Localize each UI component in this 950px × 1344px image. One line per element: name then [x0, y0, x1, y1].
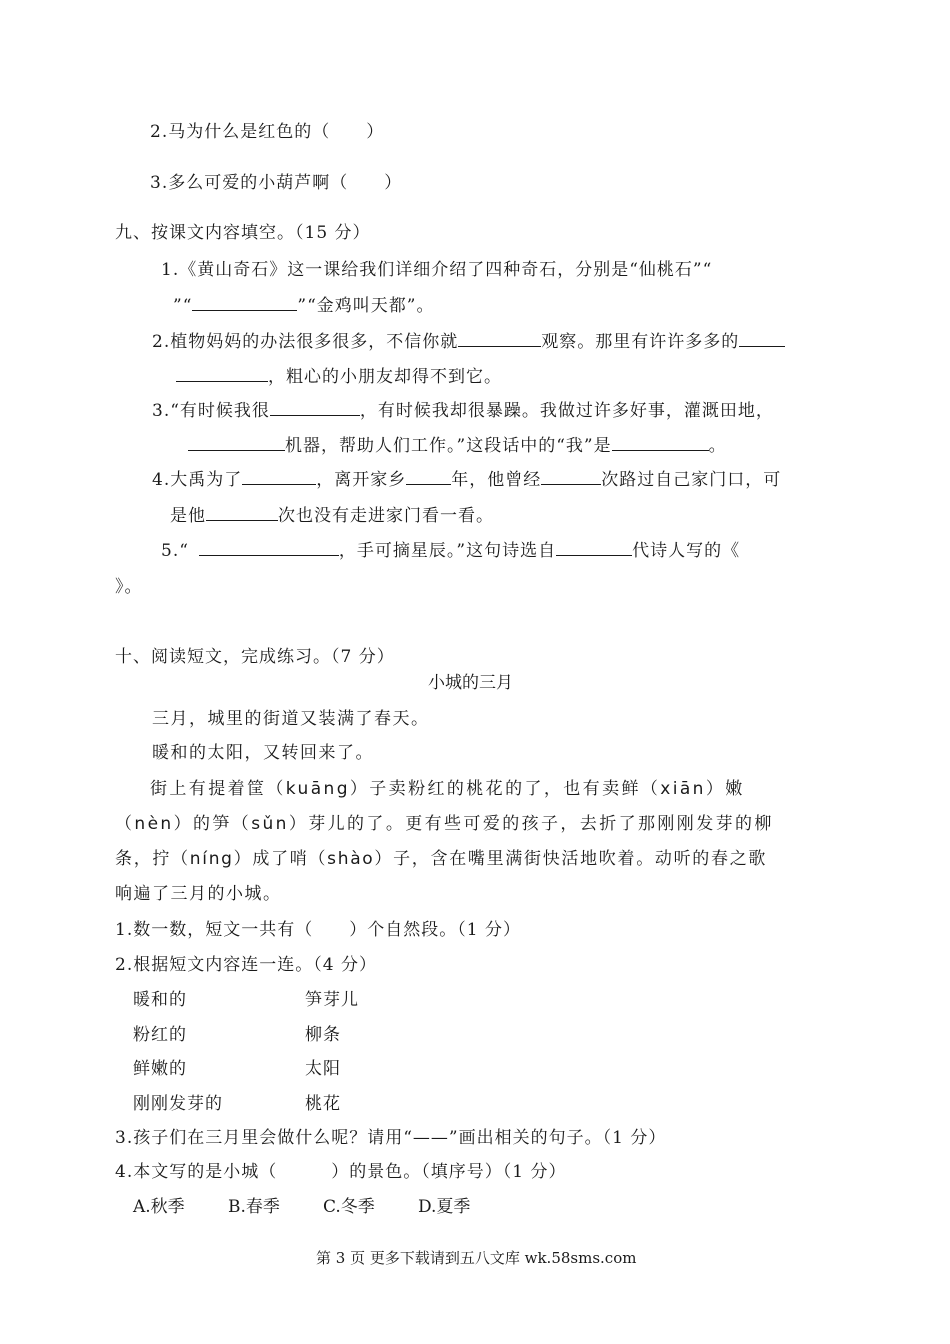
q9-5-text2: ，手可摘星辰。”这句诗选自 — [338, 541, 557, 561]
q9-3-text1: 3.“有时候我很 — [152, 401, 270, 421]
page-footer: 第 3 页 更多下载请到五八文库 wk.58sms.com — [316, 1249, 637, 1267]
option-c[interactable]: C.冬季 — [323, 1197, 375, 1217]
blank[interactable] — [270, 399, 360, 416]
q9-4-line1 — [152, 468, 781, 491]
match-left-item[interactable]: 粉红的 — [133, 1025, 187, 1045]
blank[interactable] — [199, 539, 339, 556]
blank[interactable] — [242, 468, 316, 485]
blank[interactable] — [612, 434, 709, 451]
passage-p2: 暖和的太阳，又转回来了。 — [152, 743, 374, 763]
section-9-title: 九、按课文内容填空。（15 分） — [115, 223, 371, 243]
blank[interactable] — [458, 330, 541, 347]
q9-4-text5: 是他 — [170, 506, 206, 526]
blank[interactable] — [739, 330, 785, 347]
q10-4: 4.本文写的是小城（ ）的景色。（填序号）（1 分） — [115, 1162, 567, 1182]
blank[interactable] — [192, 294, 297, 311]
q10-3: 3.孩子们在三月里会做什么呢？请用“——”画出相关的句子。（1 分） — [115, 1128, 667, 1148]
blank[interactable] — [406, 468, 451, 485]
passage-p3-line2: （nèn）的笋（sǔn）芽儿的了。更有些可爱的孩子，去折了那刚刚发芽的柳 — [115, 814, 774, 834]
q9-5-line2: 》。 — [115, 577, 143, 597]
q9-3-line2 — [188, 434, 727, 457]
q9-3-text4: 。 — [708, 436, 727, 456]
match-left-item[interactable]: 鲜嫩的 — [133, 1059, 187, 1079]
blank[interactable] — [541, 468, 601, 485]
match-left-item[interactable]: 刚刚发芽的 — [133, 1094, 223, 1114]
passage-title: 小城的三月 — [428, 673, 513, 693]
match-right-item[interactable]: 太阳 — [305, 1059, 341, 1079]
q9-4-text6: 次也没有走进家门看一看。 — [278, 506, 494, 526]
q9-4-text4: 次路过自己家门口，可 — [601, 470, 782, 490]
q8-3: 3.多么可爱的小葫芦啊（ ） — [150, 173, 403, 193]
q9-1-quote1: ”“ — [173, 296, 193, 316]
q9-4-text1: 4.大禹为了 — [152, 470, 243, 490]
passage-p3-line3: 条，拧（níng）成了哨（shào）子，含在嘴里满街快活地吹着。动听的春之歌 — [115, 849, 768, 869]
q9-2-line1 — [152, 330, 785, 353]
q10-1: 1.数一数，短文一共有（ ）个自然段。（1 分） — [115, 920, 521, 940]
blank[interactable] — [556, 539, 632, 556]
q9-3-text2: ，有时候我却很暴躁。我做过许多好事，灌溉田地， — [359, 401, 774, 421]
q9-1-line1: 1.《黄山奇石》这一课给我们详细介绍了四种奇石，分别是“仙桃石”“ — [161, 260, 713, 280]
q9-2-line2 — [176, 365, 502, 388]
q9-2-text1: 2.植物妈妈的办法很多很多，不信你就 — [152, 332, 459, 352]
blank[interactable] — [188, 434, 285, 451]
q9-3-text3: 机器，帮助人们工作。”这段话中的“我”是 — [285, 436, 612, 456]
passage-p3-line1: 街上有提着筐（kuāng）子卖粉红的桃花的了，也有卖鲜（xiān）嫩 — [150, 779, 745, 799]
q9-1-line2 — [173, 294, 434, 317]
section-10-title: 十、阅读短文，完成练习。（7 分） — [115, 647, 395, 667]
q9-5-text1: 5.“ — [161, 541, 189, 561]
q9-4-text3: 年，他曾经 — [451, 470, 542, 490]
q9-5-line1 — [161, 539, 740, 562]
q9-4-text2: ，离开家乡 — [316, 470, 407, 490]
passage-p1: 三月，城里的街道又装满了春天。 — [152, 709, 430, 729]
option-b[interactable]: B.春季 — [228, 1197, 280, 1217]
blank[interactable] — [206, 504, 278, 521]
q9-4-line2 — [170, 504, 494, 527]
q9-1-quote2: ”“金鸡叫天都”。 — [297, 296, 435, 316]
q9-2-text3: ，粗心的小朋友却得不到它。 — [268, 367, 502, 387]
option-a[interactable]: A.秋季 — [133, 1197, 185, 1217]
q9-5-text3: 代诗人写的《 — [632, 541, 741, 561]
q10-2: 2.根据短文内容连一连。（4 分） — [115, 955, 377, 975]
match-right-item[interactable]: 桃花 — [305, 1094, 341, 1114]
passage-p3-line4: 响遍了三月的小城。 — [115, 884, 282, 904]
match-left-item[interactable]: 暖和的 — [133, 990, 187, 1010]
blank[interactable] — [176, 365, 268, 382]
q8-2: 2.马为什么是红色的（ ） — [150, 122, 385, 142]
match-right-item[interactable]: 柳条 — [305, 1025, 341, 1045]
q9-2-text2: 观察。那里有许许多多的 — [541, 332, 740, 352]
q9-3-line1 — [152, 399, 774, 422]
option-d[interactable]: D.夏季 — [418, 1197, 471, 1217]
match-right-item[interactable]: 笋芽儿 — [305, 990, 359, 1010]
